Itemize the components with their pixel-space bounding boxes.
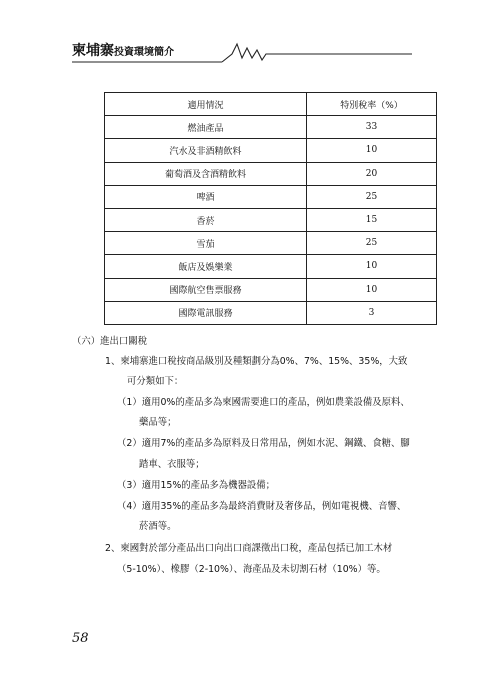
table-cell-rate: 10 [307,255,437,278]
table-header-cell: 適用情況 [105,93,307,116]
table-cell-item: 啤酒 [105,185,307,208]
paragraph-line: （5-10%）、橡膠（2-10%）、海產品及未切割石材（10%）等。 [117,564,386,575]
table-cell-item: 飯店及娛樂業 [105,255,307,278]
table-row [105,208,437,231]
header-title-sub: 投資環境簡介 [114,47,174,58]
paragraph-line: 1、柬埔寨進口稅按商品級別及種類劃分為0%、7%、15%、35%，大致 [105,356,408,367]
paragraph-line: 踏車、衣服等； [139,459,205,470]
table-cell-rate: 10 [307,139,437,162]
table-row [105,185,437,208]
paragraph-line: （1）適用0%的產品多為柬國需要進口的產品，例如農業設備及原料、 [117,397,410,408]
special-tax-rate-table [104,92,437,325]
table-row [105,301,437,324]
section-heading: （六）進出口關稅 [72,336,148,347]
table-cell-item: 雪茄 [105,232,307,255]
table-header-cell: 特別稅率（%） [307,93,437,116]
table-row [105,255,437,278]
paragraph-line: 可分類如下： [127,376,184,387]
paragraph-line: 菸酒等。 [139,521,177,532]
table-cell-rate: 25 [307,232,437,255]
table-cell-item: 汽水及非酒精飲料 [105,139,307,162]
table-cell-rate: 20 [307,162,437,185]
table-cell-item: 葡萄酒及含酒精飲料 [105,162,307,185]
table-row [105,116,437,139]
running-header [72,36,412,64]
table-row [105,232,437,255]
table-header-row [105,93,437,116]
header-title-main: 柬埔寨 [72,43,114,59]
table-cell-item: 國際航空售票服務 [105,278,307,301]
paragraph-line: 藥品等； [139,417,177,428]
page-number: 58 [72,631,89,646]
table-cell-item: 國際電訊服務 [105,301,307,324]
table-row [105,162,437,185]
table-cell-rate: 25 [307,185,437,208]
paragraph-line: （2）適用7%的產品多為原料及日常用品，例如水泥、鋼鐵、食糖、腳 [117,438,410,449]
table-cell-rate: 15 [307,208,437,231]
table-cell-item: 燃油產品 [105,116,307,139]
table-cell-item: 香菸 [105,208,307,231]
table-cell-rate: 33 [307,116,437,139]
header-rule-wave [72,36,412,64]
paragraph-line: （4）適用35%的產品多為最終消費財及奢侈品，例如電視機、音響、 [117,501,407,512]
table-row [105,278,437,301]
table-cell-rate: 3 [307,301,437,324]
paragraph-line: （3）適用15%的產品多為機器設備； [117,480,276,491]
table-row [105,139,437,162]
table-cell-rate: 10 [307,278,437,301]
paragraph-line: 2、柬國對於部分產品出口向出口商課徵出口稅，產品包括已加工木材 [105,543,393,554]
